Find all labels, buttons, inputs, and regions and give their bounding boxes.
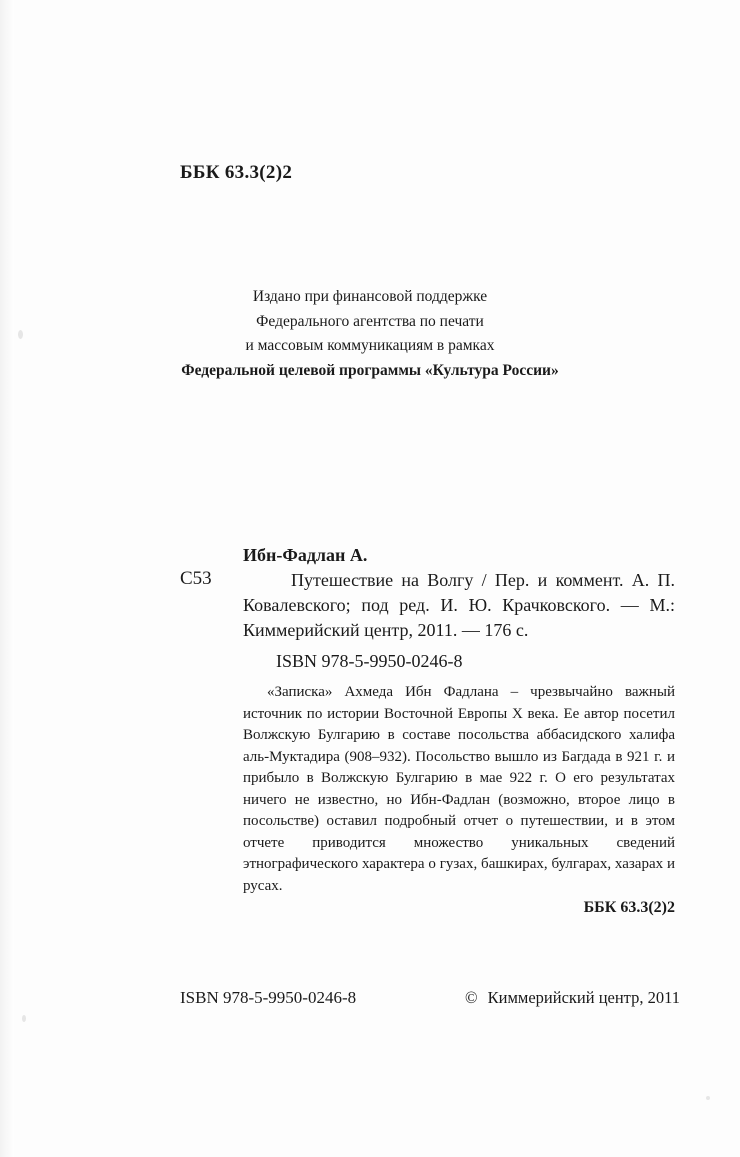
- page-edge-shadow: [0, 0, 14, 1157]
- catalog-number: С53: [180, 568, 212, 589]
- scan-speck: [22, 1015, 26, 1022]
- copyright-icon: ©: [464, 988, 478, 1007]
- copyright-holder: Киммерийский центр, 2011: [487, 988, 680, 1007]
- isbn-catalog: ISBN 978-5-9950-0246-8: [276, 651, 463, 671]
- book-annotation: «Записка» Ахмеда Ибн Фадлана – чрезвычайно важный источник по истории Восточной Европы X века. Ее автор посетил Волжскую Булгарию в составе посольства аббасидского халифа аль-Муктадира (908–932). Посольство вышло из Багдада в 921 г. и прибыло в Волжскую Булгарию в мае 922 г. О его результатах ничего не известно, но Ибн-Фадлан (возможно, второе лицо в посольстве) оставил подробный отчет о путешествии, и в этом отчете приводится множество уникальных сведений этнографического характера о гузах, башкирах, булгарах, хазарах и русах.: [243, 684, 675, 894]
- catalog-description-row: [180, 568, 675, 643]
- support-note: [0, 285, 740, 383]
- support-note-line: Федерального агентства по печати: [256, 312, 484, 330]
- udc-code-bottom: ББК 63.3(2)2: [583, 899, 675, 916]
- book-description: Путешествие на Волгу / Пер. и коммент. А. П. Ковалевского; под ред. И. Ю. Крачковского. — М.: Киммерийский центр, 2011. — 176 с.: [243, 570, 675, 640]
- support-note-line: Издано при финансовой поддержке: [252, 288, 488, 305]
- udc-code-top: ББК 63.3(2)2: [180, 162, 293, 183]
- isbn-footer: ISBN 978-5-9950-0246-8: [180, 988, 357, 1007]
- catalog-card: [180, 545, 675, 917]
- support-note-line: и массовым коммуникациям в рамках: [245, 337, 495, 354]
- book-author: Ибн-Фадлан А.: [243, 545, 368, 565]
- scan-speck: [706, 1096, 710, 1100]
- copyright-line: [465, 988, 680, 1008]
- support-note-line: Федеральной целевой программы «Культура России»: [181, 361, 559, 379]
- page-footer: [180, 988, 680, 1008]
